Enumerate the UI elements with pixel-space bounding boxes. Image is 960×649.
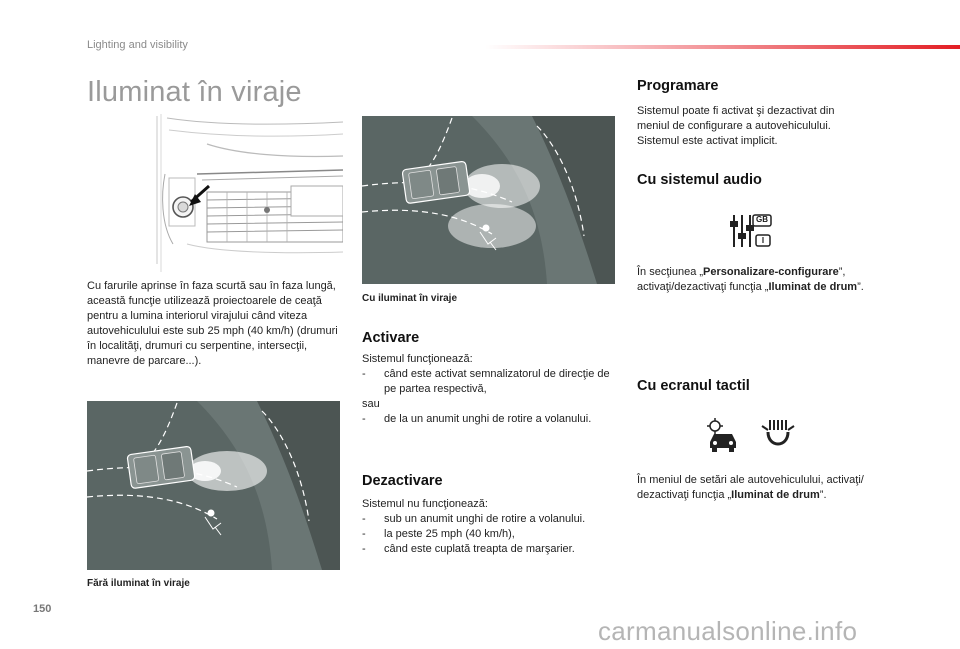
activation-heading: Activare [362, 330, 420, 346]
deactivation-heading: Dezactivare [362, 473, 443, 489]
audio-menu-name: Personalizare-configurare [703, 266, 839, 278]
with-cornering-caption: Cu iluminat în viraje [362, 293, 458, 304]
deactivation-block [362, 497, 620, 557]
section-label: Lighting and visibility [87, 39, 188, 51]
header-accent-bar [485, 45, 960, 49]
without-cornering-caption: Fără iluminat în viraje [87, 578, 190, 589]
audio-icon-badge-top: GB [756, 215, 768, 224]
audio-function-name: Iluminat de drum [768, 281, 858, 293]
page-title: Iluminat în viraje [87, 76, 302, 108]
touchscreen-text-part: ”. [819, 489, 827, 501]
programming-text: Sistemul poate fi activat şi dezactivat din meniul de configurare a autovehiculului. Sistemul este activat implicit. [637, 105, 835, 147]
audio-heading: Cu sistemul audio [637, 172, 762, 188]
activation-item: - când este activat semnalizatorul de direcţie de pe partea respectivă, [362, 367, 620, 397]
touchscreen-function-name: Iluminat de drum [731, 489, 820, 501]
deactivation-item: - când este cuplată treapta de marşarier. [362, 542, 620, 557]
cornering-light-icon [760, 418, 796, 452]
watermark: carmanualsonline.info [598, 616, 858, 646]
deactivation-item: - sub un anumit unghi de rotire a volanului. [362, 512, 620, 527]
activation-item: - de la un anumit unghi de rotire a volanului. [362, 412, 620, 427]
audio-text [637, 265, 902, 295]
touchscreen-text [637, 473, 907, 503]
activation-intro: Sistemul funcţionează: [362, 353, 473, 365]
with-cornering-illustration [362, 116, 615, 284]
touchscreen-text-part: În meniul de setări ale autovehiculului, activaţi/ dezactivaţi funcţia „ [637, 474, 864, 501]
activation-block [362, 352, 620, 427]
programming-heading: Programare [637, 78, 719, 94]
deactivation-intro: Sistemul nu funcţionează: [362, 498, 488, 510]
activation-connector: sau [362, 398, 380, 410]
audio-icon-badge-bottom: I [761, 236, 765, 245]
without-cornering-illustration [87, 401, 340, 570]
audio-text-part: ”, activaţi/dezactivaţi funcţia „ [637, 266, 846, 293]
intro-paragraph: Cu farurile aprinse în faza scurtă sau în faza lungă, această funcţie utilizează proiectoarele de ceaţă pentru a lumina interiorul virajului când viteza autovehiculului este sub 25 mph (40 km/h) (drumuri în localităţi, drumuri cu serpentine, intersecţii, manevre de parcare...). [87, 280, 338, 367]
audio-text-part: În secţiunea „ [637, 266, 704, 278]
touchscreen-heading: Cu ecranul tactil [637, 378, 750, 394]
deactivation-item: - la peste 25 mph (40 km/h), [362, 527, 620, 542]
car-settings-icon [706, 418, 742, 452]
audio-settings-icon [729, 213, 773, 249]
fog-lamp-illustration [147, 114, 343, 272]
page-number: 150 [33, 603, 52, 615]
audio-text-part: ”. [857, 281, 864, 293]
